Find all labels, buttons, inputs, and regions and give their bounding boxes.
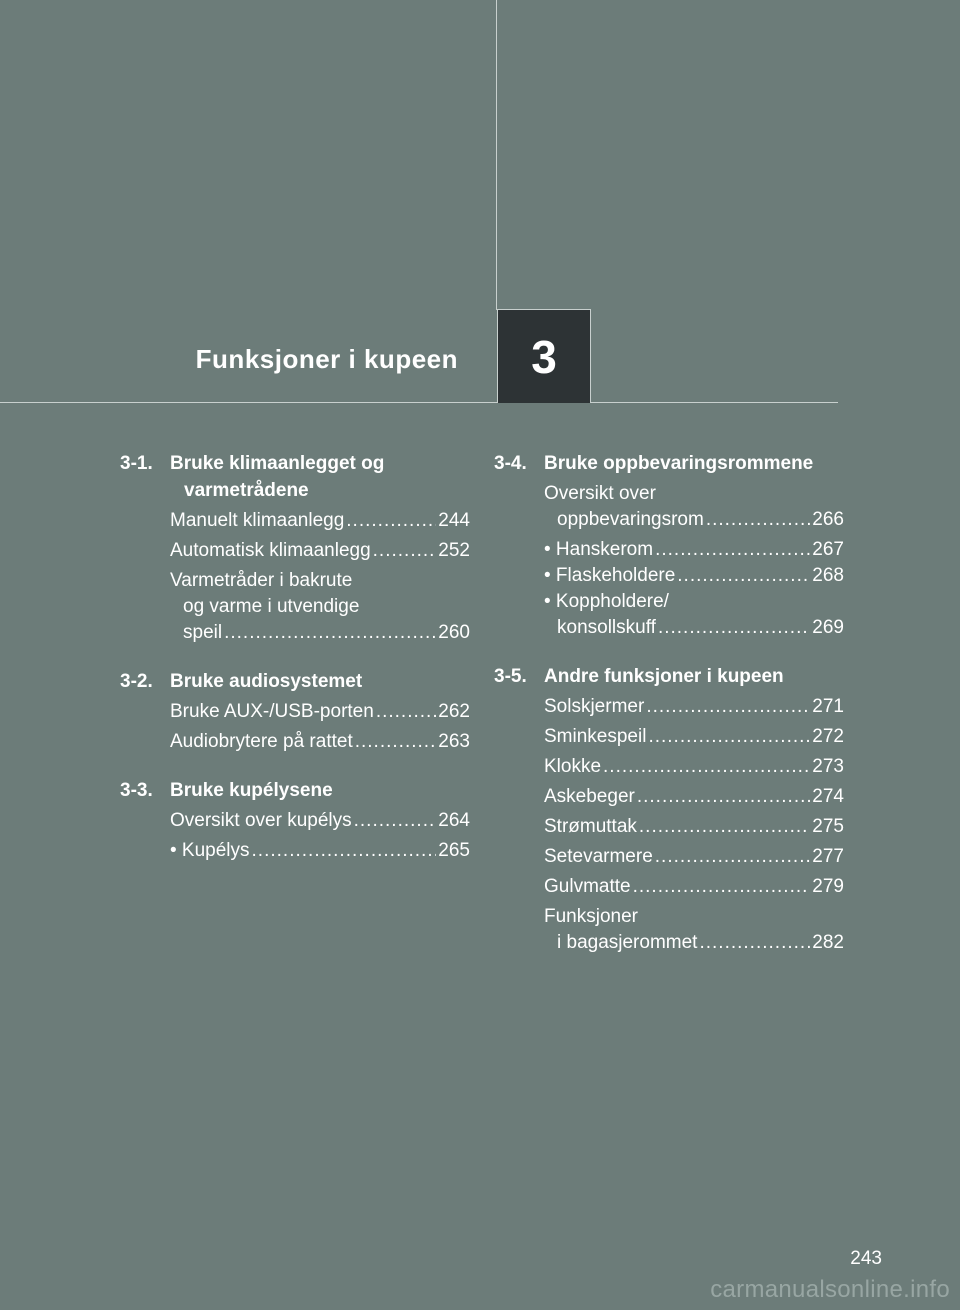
toc-entry-text: og varme i utvendige bbox=[183, 596, 360, 617]
toc-left-column bbox=[120, 450, 470, 886]
toc-entry-line bbox=[170, 538, 470, 564]
toc-page-ref: 272 bbox=[812, 726, 844, 747]
dot-leader bbox=[603, 754, 810, 780]
section-heading bbox=[120, 668, 470, 695]
toc-page-ref: 268 bbox=[812, 565, 844, 586]
toc-entry-text: Solskjermer bbox=[544, 696, 645, 717]
dot-leader bbox=[648, 724, 810, 750]
toc-entry[interactable] bbox=[544, 754, 844, 780]
toc-entry-text: Klokke bbox=[544, 756, 602, 777]
dot-leader bbox=[633, 874, 811, 900]
toc-entry-text: Oversikt over kupélys bbox=[170, 810, 352, 831]
toc-entry[interactable] bbox=[170, 808, 470, 834]
toc-entry-text: Sminkespeil bbox=[544, 726, 647, 747]
section-title: Bruke audiosystemet bbox=[170, 671, 363, 692]
dot-leader bbox=[373, 538, 437, 564]
toc-entry-line bbox=[170, 729, 470, 755]
dot-leader bbox=[658, 615, 810, 641]
toc-page-ref: 279 bbox=[812, 876, 844, 897]
dot-leader bbox=[637, 784, 810, 810]
dot-leader bbox=[346, 508, 436, 534]
section-heading bbox=[494, 450, 844, 477]
toc-section bbox=[494, 663, 844, 956]
toc-entry-text: speil bbox=[183, 622, 223, 643]
toc-entry-line bbox=[544, 507, 844, 533]
toc-entry-text: • Flaskeholdere bbox=[544, 565, 676, 586]
section-number: 3-2. bbox=[120, 671, 153, 692]
toc-page-ref: 277 bbox=[812, 846, 844, 867]
toc-entry-line bbox=[544, 589, 844, 615]
section-number: 3-3. bbox=[120, 780, 153, 801]
section-entries bbox=[170, 808, 470, 864]
toc-entry-text: konsollskuff bbox=[557, 617, 656, 638]
dot-leader bbox=[706, 507, 810, 533]
toc-entry[interactable] bbox=[544, 874, 844, 900]
section-entries bbox=[170, 508, 470, 646]
section-heading bbox=[120, 777, 470, 804]
toc-entry-text: Setevarmere bbox=[544, 846, 653, 867]
dot-leader bbox=[655, 537, 810, 563]
toc-entry-line bbox=[544, 874, 844, 900]
toc-entry-line bbox=[544, 930, 844, 956]
section-number: 3-5. bbox=[494, 666, 527, 687]
toc-page-ref: 265 bbox=[438, 840, 470, 861]
toc-entry[interactable] bbox=[544, 814, 844, 840]
section-title: Bruke klimaanlegget og varmetrådene bbox=[170, 453, 385, 501]
toc-page-ref: 282 bbox=[812, 932, 844, 953]
toc-page-ref: 264 bbox=[438, 810, 470, 831]
dot-leader bbox=[355, 729, 437, 755]
toc-entry[interactable] bbox=[170, 538, 470, 564]
toc-section bbox=[120, 450, 470, 646]
toc-entry-line bbox=[544, 904, 844, 930]
toc-page-ref: 252 bbox=[438, 540, 470, 561]
toc-entry-text: oppbevaringsrom bbox=[557, 509, 704, 530]
toc-entry-line bbox=[544, 694, 844, 720]
section-heading bbox=[494, 663, 844, 690]
toc-entry-text: Gulvmatte bbox=[544, 876, 631, 897]
toc-page-ref: 271 bbox=[812, 696, 844, 717]
page-number: 243 bbox=[850, 1248, 882, 1269]
toc-entry-line bbox=[170, 838, 470, 864]
toc-entry[interactable] bbox=[544, 784, 844, 810]
toc-entry[interactable] bbox=[544, 537, 844, 563]
dot-leader bbox=[224, 620, 436, 646]
toc-entry-text: • Kupélys bbox=[170, 840, 250, 861]
toc-entry-text: Funksjoner bbox=[544, 906, 638, 927]
toc-page-ref: 269 bbox=[812, 617, 844, 638]
dot-leader bbox=[655, 844, 811, 870]
toc-entry-text: • Koppholdere/ bbox=[544, 591, 669, 612]
watermark-link[interactable]: carmanualsonline.info bbox=[710, 1276, 950, 1303]
toc-section bbox=[120, 668, 470, 755]
toc-page-ref: 262 bbox=[438, 701, 470, 722]
section-title: Andre funksjoner i kupeen bbox=[544, 666, 784, 687]
dot-leader bbox=[677, 563, 810, 589]
dot-leader bbox=[699, 930, 810, 956]
toc-entry-line bbox=[544, 724, 844, 750]
toc-entry-line bbox=[170, 594, 470, 620]
toc-page-ref: 260 bbox=[438, 622, 470, 643]
toc-entry-line bbox=[544, 481, 844, 507]
section-number: 3-1. bbox=[120, 453, 153, 474]
chapter-number-box: 3 bbox=[497, 309, 591, 403]
toc-entry[interactable] bbox=[544, 904, 844, 956]
toc-entry-line bbox=[170, 620, 470, 646]
dot-leader bbox=[354, 808, 437, 834]
section-title: Bruke oppbevaringsrommene bbox=[544, 453, 814, 474]
toc-entry-line bbox=[544, 537, 844, 563]
toc-entry[interactable] bbox=[544, 563, 844, 589]
toc-section bbox=[120, 777, 470, 864]
toc-page-ref: 275 bbox=[812, 816, 844, 837]
toc-entry[interactable] bbox=[170, 838, 470, 864]
toc-page-ref: 263 bbox=[438, 731, 470, 752]
dot-leader bbox=[646, 694, 810, 720]
toc-page-ref: 273 bbox=[812, 756, 844, 777]
toc-entry-text: • Hanskerom bbox=[544, 539, 654, 560]
toc-page-ref: 267 bbox=[812, 539, 844, 560]
toc-entry-line bbox=[544, 563, 844, 589]
toc-entry-text: i bagasjerommet bbox=[557, 932, 698, 953]
toc-entry-text: Manuelt klimaanlegg bbox=[170, 510, 345, 531]
vertical-rule bbox=[496, 0, 497, 310]
toc-entry-line bbox=[544, 844, 844, 870]
toc-entry[interactable] bbox=[544, 844, 844, 870]
toc-entry-text: Strømuttak bbox=[544, 816, 637, 837]
toc-entry-line bbox=[170, 699, 470, 725]
dot-leader bbox=[639, 814, 810, 840]
toc-right-column bbox=[494, 450, 844, 978]
section-heading bbox=[120, 450, 470, 504]
toc-entry[interactable] bbox=[170, 729, 470, 755]
chapter-title: Funksjoner i kupeen bbox=[195, 344, 458, 374]
dot-leader bbox=[252, 838, 437, 864]
toc-entry-line bbox=[544, 615, 844, 641]
toc-entry[interactable] bbox=[544, 724, 844, 750]
toc-entry-line bbox=[544, 814, 844, 840]
section-entries bbox=[544, 481, 844, 641]
horizontal-rule bbox=[0, 402, 838, 403]
dot-leader bbox=[376, 699, 436, 725]
toc-section bbox=[494, 450, 844, 641]
toc-page-ref: 266 bbox=[812, 509, 844, 530]
section-title: Bruke kupélysene bbox=[170, 780, 333, 801]
section-entries bbox=[544, 694, 844, 956]
toc-entry-text: Automatisk klimaanlegg bbox=[170, 540, 371, 561]
toc-entry[interactable] bbox=[544, 589, 844, 641]
toc-entry[interactable] bbox=[544, 694, 844, 720]
toc-entry-text: Oversikt over bbox=[544, 483, 656, 504]
toc-entry[interactable] bbox=[544, 481, 844, 533]
toc-page-ref: 274 bbox=[812, 786, 844, 807]
toc-entry-text: Audiobrytere på rattet bbox=[170, 731, 353, 752]
toc-entry[interactable] bbox=[170, 508, 470, 534]
section-entries bbox=[170, 699, 470, 755]
toc-entry-line bbox=[170, 508, 470, 534]
toc-entry-line bbox=[544, 784, 844, 810]
section-number: 3-4. bbox=[494, 453, 527, 474]
toc-entry[interactable] bbox=[170, 568, 470, 646]
toc-entry-line bbox=[170, 568, 470, 594]
toc-entry-text: Askebeger bbox=[544, 786, 635, 807]
toc-entry-line bbox=[544, 754, 844, 780]
toc-entry-text: Bruke AUX-/USB-porten bbox=[170, 701, 374, 722]
toc-entry-text: Varmetråder i bakrute bbox=[170, 570, 353, 591]
toc-page-ref: 244 bbox=[438, 510, 470, 531]
toc-entry[interactable] bbox=[170, 699, 470, 725]
toc-entry-line bbox=[170, 808, 470, 834]
